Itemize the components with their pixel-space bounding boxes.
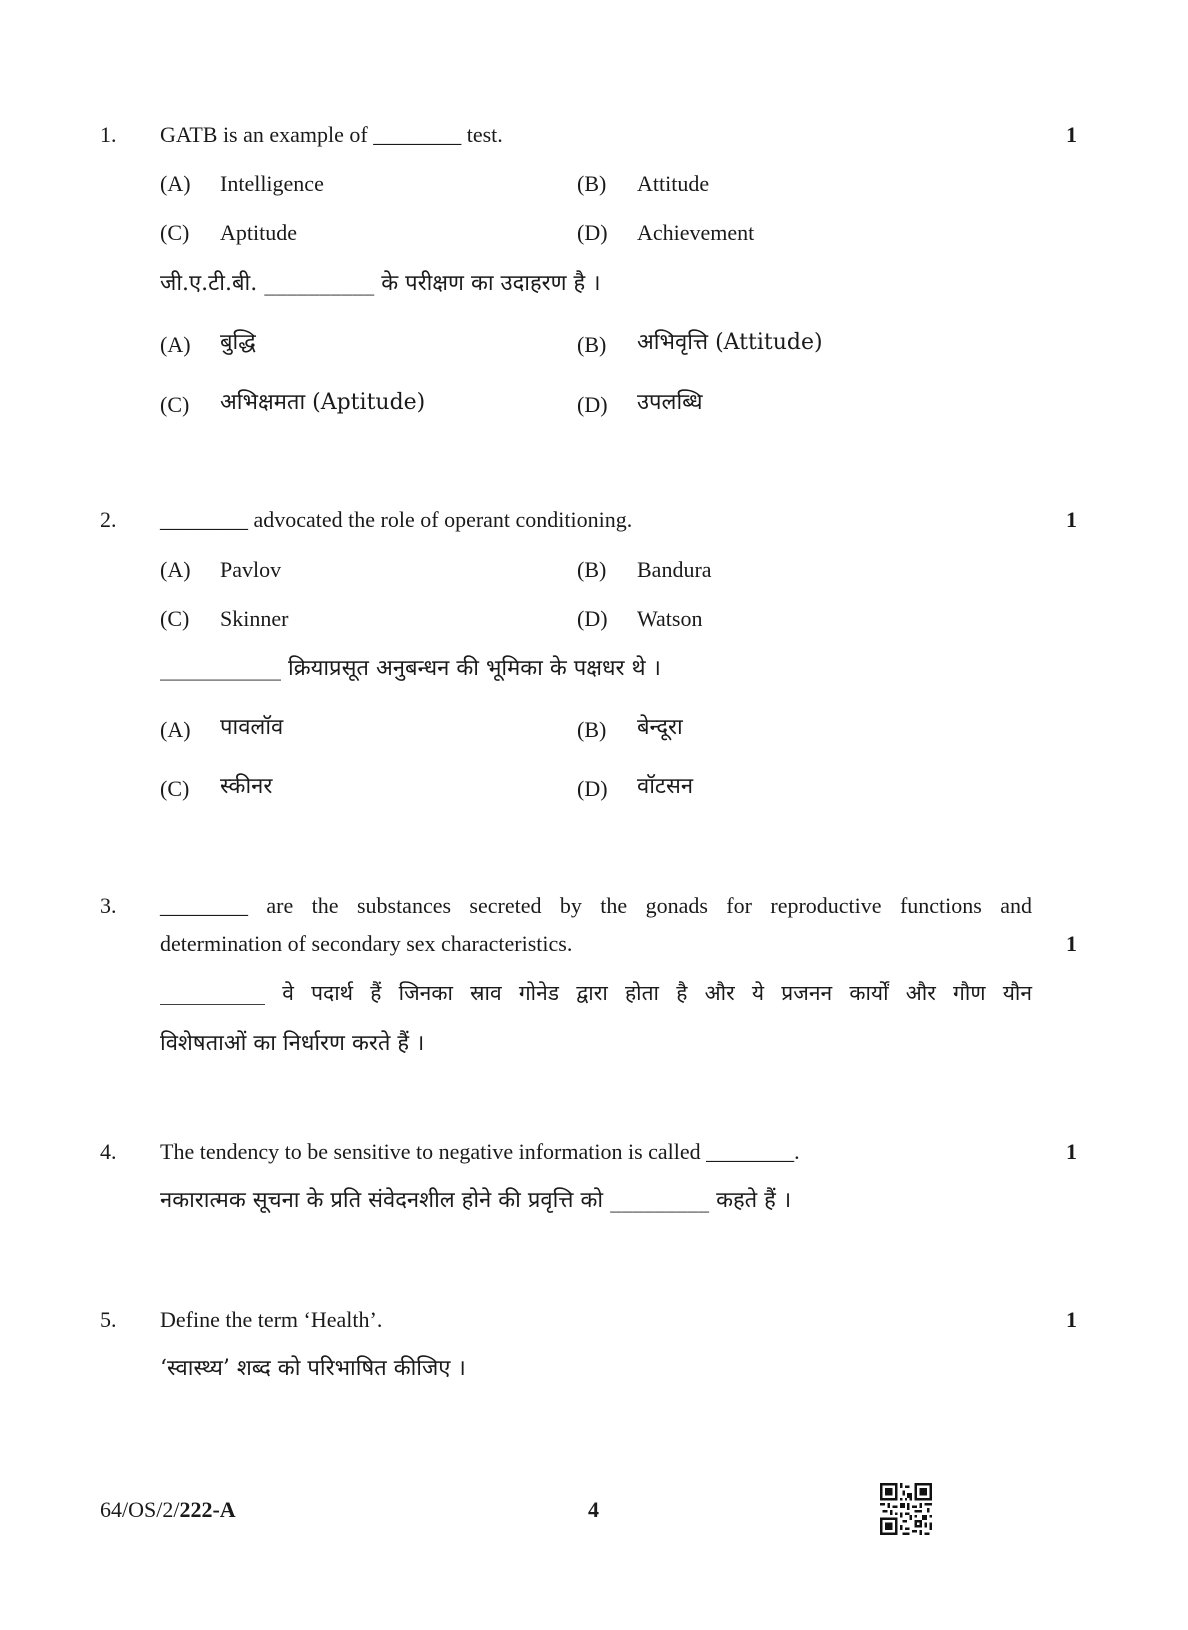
paper-code-suffix: 222-A xyxy=(179,1497,236,1522)
option-text: पावलॉव xyxy=(220,715,284,740)
option-label: (C) xyxy=(160,776,190,801)
option-text: अभिवृत्ति (Attitude) xyxy=(637,330,823,355)
option-label: (B) xyxy=(577,171,607,196)
question-text-hi: ___________ क्रियाप्रसूत अनुबन्धन की भूमिका के पक्षधर थे । xyxy=(160,656,661,681)
option-text: Intelligence xyxy=(220,171,324,196)
option-label: (B) xyxy=(577,332,607,357)
option-text: अभिक्षमता (Aptitude) xyxy=(220,390,426,415)
option-label: (A) xyxy=(160,332,191,357)
option-text: Skinner xyxy=(220,606,289,631)
question-text-hi-line2: विशेषताओं का निर्धारण करते हैं । xyxy=(160,1031,425,1056)
question-marks: 1 xyxy=(1066,507,1077,532)
question-number: 2. xyxy=(100,507,117,532)
option-label: (D) xyxy=(577,606,608,631)
option-text: Bandura xyxy=(637,557,712,582)
option-text: बुद्धि xyxy=(220,330,256,355)
question-text-en: The tendency to be sensitive to negative information is called ________. xyxy=(160,1139,800,1164)
option-label: (A) xyxy=(160,557,191,582)
page-number: 4 xyxy=(588,1497,599,1522)
option-text: उपलब्धि xyxy=(637,390,703,415)
question-number: 5. xyxy=(100,1307,117,1332)
question-number: 4. xyxy=(100,1139,117,1164)
question-marks: 1 xyxy=(1066,1307,1077,1332)
option-label: (A) xyxy=(160,171,191,196)
option-text: स्कीनर xyxy=(220,774,273,799)
question-marks: 1 xyxy=(1066,931,1077,956)
option-text: वॉटसन xyxy=(637,774,694,799)
option-label: (C) xyxy=(160,220,190,245)
question-marks: 1 xyxy=(1066,1139,1077,1164)
question-text-hi: जी.ए.टी.बी. __________ के परीक्षण का उदाहरण है । xyxy=(160,271,601,296)
question-text-hi-line1: __________ वे पदार्थ हैं जिनका स्राव गोनेड द्वारा होता है और ये प्रजनन कार्यों और गौण यौन xyxy=(160,981,1032,1005)
question-text-hi: नकारात्मक सूचना के प्रति संवेदनशील होने की प्रवृत्ति को _________ कहते हैं । xyxy=(160,1188,792,1213)
option-label: (C) xyxy=(160,392,190,417)
option-label: (B) xyxy=(577,717,607,742)
question-number: 1. xyxy=(100,122,117,147)
option-text: Aptitude xyxy=(220,220,297,245)
question-text-en: Define the term ‘Health’. xyxy=(160,1307,383,1332)
question-text-en: GATB is an example of ________ test. xyxy=(160,122,503,147)
question-text-en-line2: determination of secondary sex characteristics. xyxy=(160,931,573,956)
option-text: Attitude xyxy=(637,171,710,196)
option-text: Pavlov xyxy=(220,557,282,582)
option-label: (D) xyxy=(577,392,608,417)
option-label: (D) xyxy=(577,220,608,245)
question-text-en-line1: ________ are the substances secreted by the gonads for reproductive functions and xyxy=(160,893,1032,918)
option-label: (A) xyxy=(160,717,191,742)
question-number: 3. xyxy=(100,893,117,918)
option-text: Achievement xyxy=(637,220,755,245)
option-label: (C) xyxy=(160,606,190,631)
qr-code-icon xyxy=(880,1483,932,1535)
question-text-en: ________ advocated the role of operant conditioning. xyxy=(160,507,633,532)
paper-code-prefix: 64/OS/2/ xyxy=(100,1497,180,1522)
option-text: बेन्दूरा xyxy=(637,715,683,740)
question-marks: 1 xyxy=(1066,122,1077,147)
option-label: (D) xyxy=(577,776,608,801)
option-text: Watson xyxy=(637,606,703,631)
paper-code xyxy=(100,1497,236,1523)
question-text-hi: ‘स्वास्थ्य’ शब्द को परिभाषित कीजिए । xyxy=(160,1356,466,1381)
option-label: (B) xyxy=(577,557,607,582)
